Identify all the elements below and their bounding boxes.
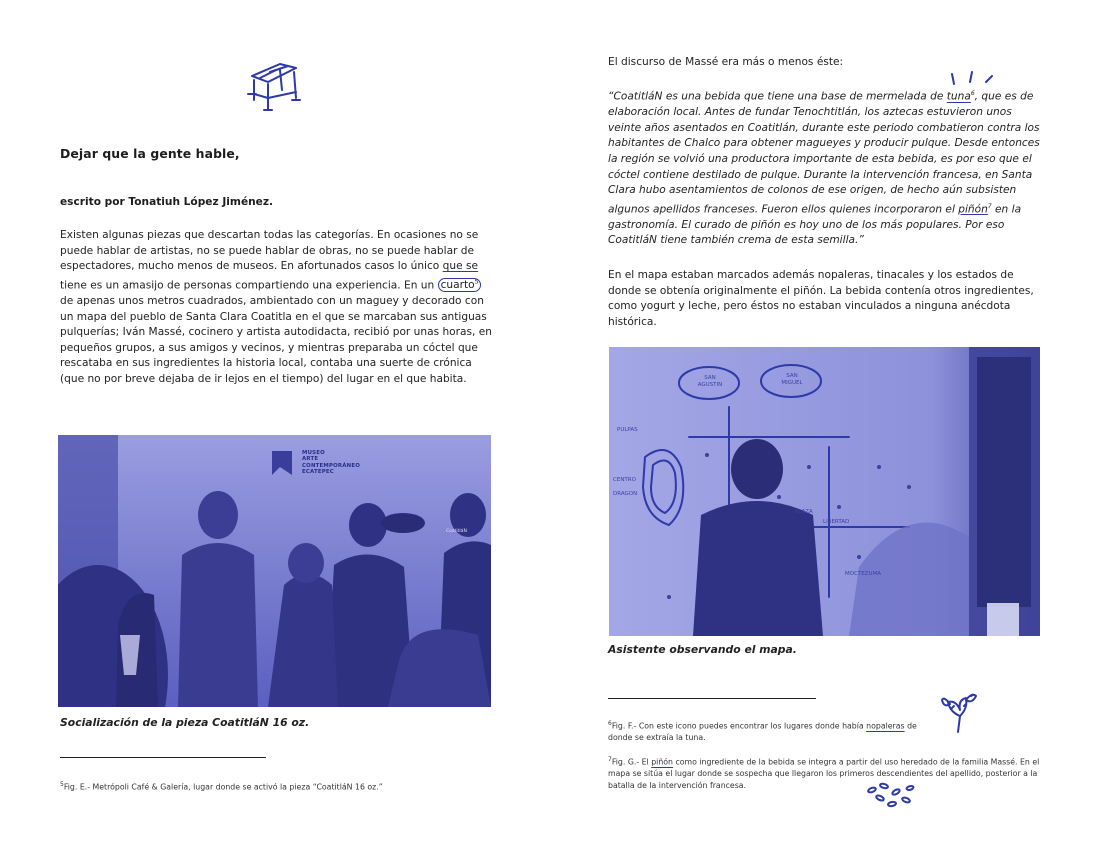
footnote-ref: 5 (474, 278, 479, 286)
map-label: CENTRO (613, 477, 636, 483)
massé-quote: “CoatitláN es una bebida que tiene una base de mermelada de tuna$^6$, que es de elaboración local. Antes de fundar Tenochtitlán, los aztecas estuvieron unos veinte años asentados en Coatitlán, durante este periodo combatieron contra los habitantes de Chalco para obtener magueyes y producir pulque. Desde entonces la región se volvió una productora importante de esta bebida, es por eso que el cóctel contiene destilado de pulque. Durante la intervención francesa, en Santa Clara hubo asentamientos de colonos de ese origen, de hecho aún subsisten algunos apellidos franceses. Fueron ellos quienes incorporaron el piñón$^7$ en la gastronomía. El curado de piñón es hoy uno de los más populares. Por eso CoatitláN tiene también crema de esta semilla.” (608, 90, 1040, 247)
right-paragraph: En el mapa estaban marcados además nopaleras, tinacales y los estados de donde se obtenía originalmente el piñón. La bebida contenía otros ingredientes, como yogurt y leche, pero éstos no estaban vinculados a ninguna anécdota histórica. (608, 269, 1034, 328)
party-photo (58, 435, 491, 707)
map-label: SAN AGUSTIN (697, 375, 723, 388)
footnote-7: $^7$Fig. G.- El piñón como ingrediente de la bebida se integra a partir del uso heredado de la familia Massé. En el mapa se sitúa el lugar donde se sospecha que llegaron los primeros descendientes del apellido, posterior a la batalla de la intervención francesa. (608, 756, 1040, 790)
map-label: MOCTEZUMA (845, 571, 882, 577)
paragraph-text: tiene es un amasijo de personas compartiendo una experiencia. En un (60, 279, 438, 292)
paragraph-text: de apenas unos metros cuadrados, ambientado con un maguey y decorado con un mapa del pueblo de Santa Clara Coatitla en el que se marcaban sus antiguas pulquerías; Iván Massé, cocinero y artista autodidacta, recibió por unas horas, en pequeños grupos, a sus amigos y vecinos, y mientras preparaba un cóctel que rescataba en sus ingredientes la historia local, contaba una suerte de crónica (que no por breve dejaba de ir lejos en el tiempo) del lugar en el que habita. (60, 294, 492, 385)
pine-nuts-icon (862, 780, 918, 810)
underlined-phrase: que se (442, 260, 479, 273)
article-title: Dejar que la gente hable, (60, 146, 240, 161)
footnote-divider (60, 757, 266, 758)
footnote-link-nopaleras: nopaleras (866, 721, 905, 731)
museum-sign: MUSEO ARTE CONTEMPORÁNEO ECATEPEC (302, 450, 361, 476)
nopal-cactus-icon (938, 686, 980, 734)
map-label: PLAZA (795, 509, 813, 515)
footnote-6: $^6$Fig. F.- Con este icono puedes encontrar los lugares donde había nopaleras de donde se extraía la tuna. (608, 720, 917, 743)
footnote-5: $^5$Fig. E.- Metrópoli Café & Galería, lugar donde se activó la pieza “CoatitláN 16 oz.” (60, 781, 383, 792)
right-photo-caption: Asistente observando el mapa. (608, 643, 797, 656)
school-desk-icon (240, 54, 308, 116)
intro-line: El discurso de Massé era más o menos éste: (608, 56, 844, 68)
left-photo-caption: Socialización de la pieza CoatitláN 16 oz. (60, 716, 310, 729)
map-label: SAN MIGUEL (781, 373, 803, 386)
paragraph-text: Existen algunas piezas que descartan todas las categorías. En ocasiones no se puede hablar de artistas, no se puede hablar de obras, no se puede hablar de espectadores, mucho menos de museos. En afortunados casos lo único (60, 229, 479, 273)
underlined-word-tuna: tuna (946, 90, 971, 103)
underlined-word-pinon: piñón (958, 203, 988, 216)
footnote-link-pinon: piñón (651, 757, 673, 767)
footnote-divider (608, 698, 816, 699)
photo-small-label: CoatitláN (446, 529, 467, 534)
left-paragraph (60, 228, 492, 387)
map-label: DRAGON (613, 491, 638, 497)
article-byline: escrito por Tonatiuh López Jiménez. (60, 196, 274, 208)
map-label: PULPAS (617, 427, 638, 433)
footnote-ref: 7 (987, 202, 992, 210)
map-photo (609, 347, 1040, 636)
circled-word-cuarto: cuarto$^5$ (438, 278, 482, 292)
map-label: LIBERTAD (823, 519, 850, 525)
footnote-ref: 6 (970, 90, 975, 97)
